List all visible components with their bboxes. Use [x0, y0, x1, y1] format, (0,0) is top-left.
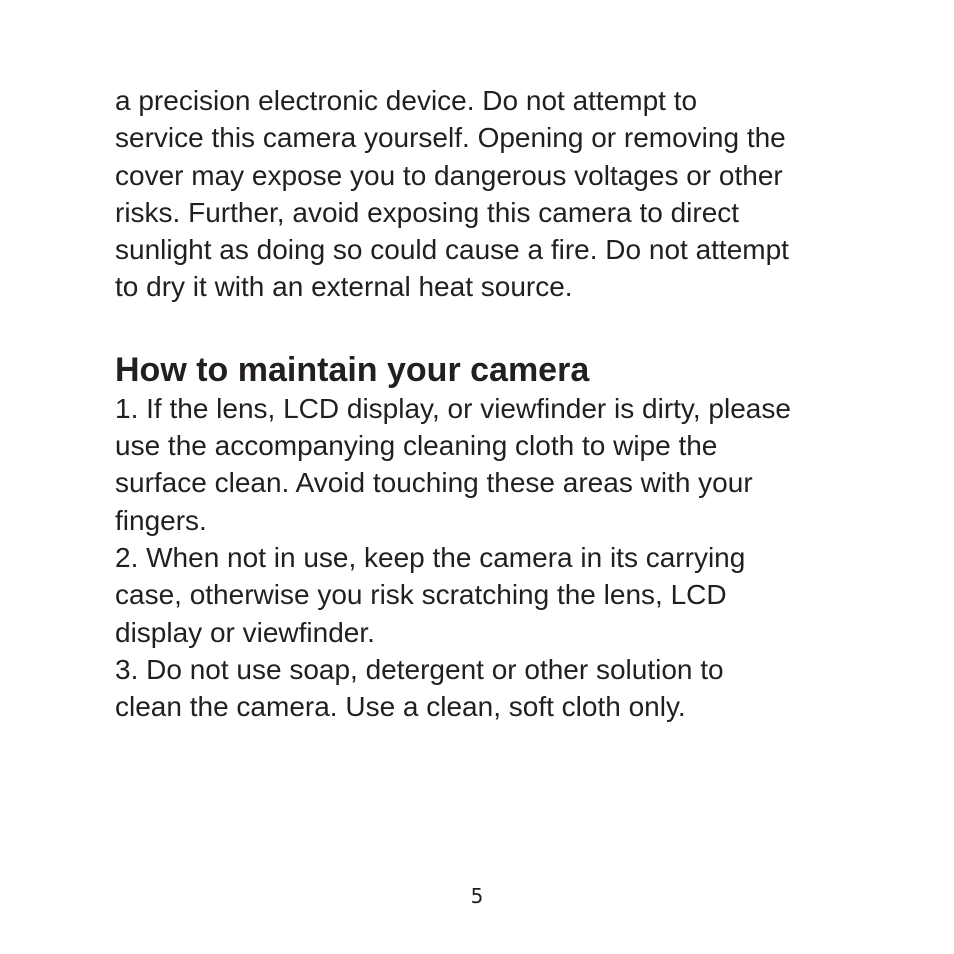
manual-page-content — [115, 82, 895, 725]
intro-paragraph: a precision electronic device. Do not attempt to service this camera yourself. Opening or removing the cover may expose you to dangerous voltages or other risks. Further, avoid exposing this camera to direct sunlight as doing so could cause a fire. Do not attempt to dry it with an external heat source. — [115, 85, 789, 303]
maintenance-item-1: 1. If the lens, LCD display, or viewfinder is dirty, please use the accompanying cleaning cloth to wipe the surface clean. Avoid touching these areas with your fingers. — [115, 392, 791, 536]
maintenance-item-3: 3. Do not use soap, detergent or other solution to clean the camera. Use a clean, soft cloth only. — [115, 653, 724, 723]
maintenance-item-2: 2. When not in use, keep the camera in its carrying case, otherwise you risk scratching the lens, LCD display or viewfinder. — [115, 541, 746, 648]
page-number: 5 — [470, 884, 484, 908]
section-heading: How to maintain your camera — [115, 350, 590, 389]
